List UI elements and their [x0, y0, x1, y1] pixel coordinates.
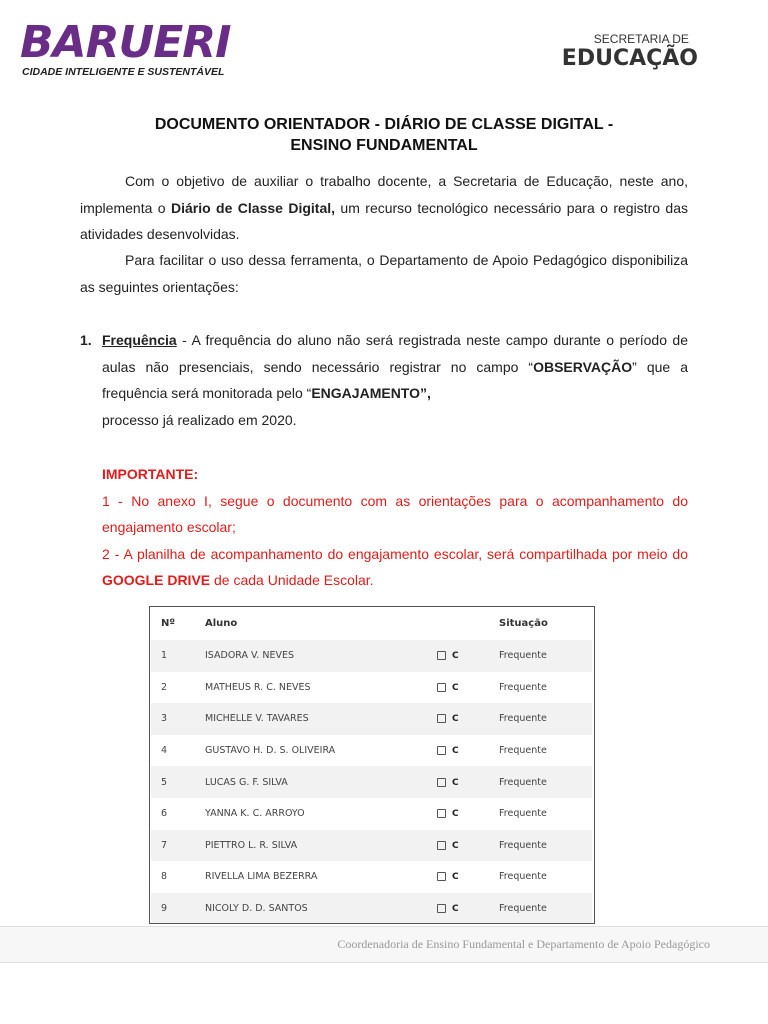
checkbox-icon[interactable]: [437, 904, 446, 913]
column-header-number: Nº: [161, 618, 176, 629]
list-item-frequencia: [80, 327, 688, 433]
row-aluno: MICHELLE V. TAVARES: [205, 703, 437, 735]
list-item-number: 1.: [80, 332, 92, 348]
frequencia-label: Frequência: [102, 332, 177, 348]
page-footer: [0, 926, 768, 963]
row-c-label: C: [452, 714, 459, 725]
secretaria-logo: [562, 32, 698, 72]
intro-p1-text-b: um recurso tecnológico necessário para o registro das atividades desenvolvidas.: [80, 199, 688, 242]
row-situacao: Frequente: [499, 808, 547, 820]
table-row: [151, 893, 592, 924]
row-checkbox-cell: [437, 672, 499, 704]
row-checkbox-cell: [437, 766, 499, 798]
row-c-label: C: [452, 840, 459, 851]
row-c-label: C: [452, 777, 459, 788]
row-number: 4: [161, 745, 168, 757]
row-situacao: Frequente: [499, 640, 592, 672]
column-header-check: [437, 607, 499, 640]
checkbox-icon[interactable]: [437, 683, 446, 692]
row-number: 9: [151, 893, 205, 924]
row-c-label: C: [452, 682, 459, 693]
document-title: [80, 114, 688, 156]
table-row: [151, 766, 592, 798]
list-item-body: [102, 327, 688, 433]
row-aluno: LUCAS G. F. SILVA: [205, 766, 437, 798]
row-aluno: MATHEUS R. C. NEVES: [205, 681, 311, 693]
row-situacao: Frequente: [499, 893, 592, 924]
table-row: [151, 703, 592, 735]
row-checkbox-cell: [437, 640, 499, 672]
importante-line-2-a: 2 - A planilha de acompanhamento do engajamento escolar, será compartilhada por meio do: [102, 545, 688, 562]
importante-block: [80, 461, 688, 594]
intro-p1-bold: Diário de Classe Digital,: [170, 199, 336, 216]
row-number: 1: [151, 640, 205, 672]
table-row: [151, 861, 592, 893]
engajamento-label: ENGAJAMENTO”,: [311, 385, 431, 401]
intro-paragraph-1: [80, 168, 688, 248]
attendance-table-image: [149, 606, 595, 924]
row-aluno: YANNA K. C. ARROYO: [205, 808, 305, 820]
table-row: [151, 735, 592, 767]
row-situacao: Frequente: [499, 703, 592, 735]
row-number: 6: [161, 808, 168, 820]
row-aluno: GUSTAVO H. D. S. OLIVEIRA: [205, 745, 336, 757]
row-number: 7: [151, 830, 205, 862]
row-c-label: C: [452, 651, 459, 662]
document-title-line2: ENSINO FUNDAMENTAL: [290, 137, 478, 154]
checkbox-icon[interactable]: [437, 841, 446, 850]
row-c-label: C: [452, 872, 459, 883]
google-drive-label: GOOGLE DRIVE: [102, 572, 211, 588]
row-checkbox-cell: [437, 861, 499, 893]
attendance-table: [151, 607, 592, 924]
table-header-row: [151, 607, 592, 640]
footer-text: Coordenadoria de Ensino Fundamental e Departamento de Apoio Pedagógico: [337, 937, 710, 951]
table-body: [151, 640, 592, 924]
column-header-aluno: Aluno: [205, 618, 238, 629]
observacao-label: OBSERVAÇÃO: [533, 358, 633, 375]
checkbox-icon[interactable]: [437, 778, 446, 787]
table-row: [151, 672, 592, 704]
row-c-label: C: [452, 904, 459, 915]
row-situacao: Frequente: [499, 871, 547, 883]
row-number: 8: [161, 871, 168, 883]
secretaria-logo-top: SECRETARIA DE: [593, 32, 689, 46]
barueri-logo: [20, 18, 260, 78]
row-checkbox-cell: [437, 830, 499, 862]
row-situacao: Frequente: [499, 830, 592, 862]
row-c-label: C: [452, 746, 459, 757]
row-aluno: PIETTRO L. R. SILVA: [205, 830, 437, 862]
row-checkbox-cell: [437, 798, 499, 830]
intro-p1-text-a: Com o objetivo de auxiliar o trabalho docente, a Secretaria de Educação, neste ano, implementa o: [80, 173, 688, 216]
barueri-logo-tagline: CIDADE INTELIGENTE E SUSTENTÁVEL: [22, 66, 225, 78]
table-row: [151, 830, 592, 862]
row-checkbox-cell: [437, 735, 499, 767]
checkbox-icon[interactable]: [437, 651, 446, 660]
checkbox-icon[interactable]: [437, 746, 446, 755]
row-situacao: Frequente: [499, 681, 547, 693]
row-situacao: Frequente: [499, 745, 547, 757]
barueri-logo-word: BARUERI: [20, 17, 231, 68]
checkbox-icon[interactable]: [437, 714, 446, 723]
table-row: [151, 798, 592, 830]
row-aluno: ISADORA V. NEVES: [205, 640, 437, 672]
checkbox-icon[interactable]: [437, 872, 446, 881]
intro-paragraph-2: Para facilitar o uso dessa ferramenta, o Departamento de Apoio Pedagógico disponibiliza as seguintes orientações:: [80, 252, 688, 295]
importante-line-1: 1 - No anexo I, segue o documento com as orientações para o acompanhamento do engajamento escolar;: [102, 492, 688, 535]
checkbox-icon[interactable]: [437, 809, 446, 818]
item1-text-1: - A frequência do aluno não será registrada neste campo durante o período de aulas não presenciais, sendo necessário registrar no campo “: [102, 332, 688, 375]
row-checkbox-cell: [437, 703, 499, 735]
table-row: [151, 640, 592, 672]
column-header-situacao: Situação: [499, 618, 548, 629]
row-situacao: Frequente: [499, 766, 592, 798]
importante-heading: IMPORTANTE:: [102, 466, 199, 482]
item1-text-2: ” que a frequência será monitorada pelo “: [102, 358, 688, 401]
importante-body: [102, 461, 688, 594]
row-aluno: RIVELLA LIMA BEZERRA: [205, 871, 318, 883]
row-c-label: C: [452, 809, 459, 820]
row-aluno: NICOLY D. D. SANTOS: [205, 893, 437, 924]
document-title-line1: DOCUMENTO ORIENTADOR - DIÁRIO DE CLASSE DIGITAL -: [154, 116, 614, 133]
row-checkbox-cell: [437, 893, 499, 924]
row-number: 2: [161, 681, 168, 693]
row-number: 3: [151, 703, 205, 735]
secretaria-logo-main: EDUCAÇÃO: [561, 46, 698, 71]
importante-line-2-b: de cada Unidade Escolar.: [210, 572, 374, 588]
item1-text-3: processo já realizado em 2020.: [102, 411, 297, 428]
row-number: 5: [151, 766, 205, 798]
